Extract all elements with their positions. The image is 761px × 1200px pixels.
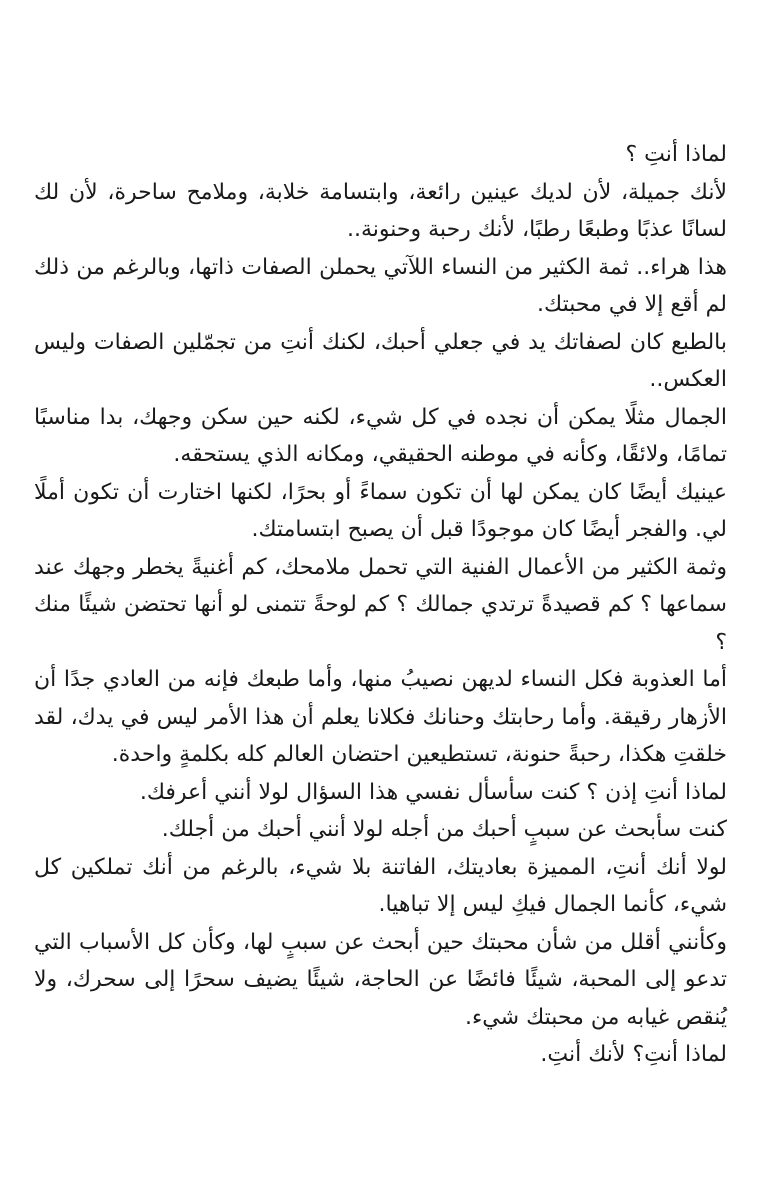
paragraph: لولا أنك أنتِ، المميزة بعاديتك، الفاتنة بلا شيء، بالرغم من أنك تملكين كل شيء، كأنما الجمال فيكِ ليس إلا تباهيا. [34,854,727,917]
paragraph: بالطبع كان لصفاتك يد في جعلي أحبك، لكنك أنتِ من تجمّلين الصفات وليس العكس.. [34,329,727,392]
paragraph: لأنك جميلة، لأن لديك عينين رائعة، وابتسامة خلابة، وملامح ساحرة، لأن لك لسانًا عذبًا وطبعًا رطبًا، لأنك رحبة وحنونة.. [34,179,727,242]
paragraph: لماذا أنتِ إذن ؟ كنت سأسأل نفسي هذا السؤال لولا أنني أعرفك. [139,779,727,805]
document-page [34,136,727,1074]
paragraph: هذا هراء.. ثمة الكثير من النساء اللآتي يحملن الصفات ذاتها، وبالرغم من ذلك لم أقع إلا في محبتك. [34,254,727,317]
paragraph: وثمة الكثير من الأعمال الفنية التي تحمل ملامحك، كم أغنيةً يخطر وجهك عند سماعها ؟ كم قصيدةً ترتدي جمالك ؟ كم لوحةً تتمنى لو أنها تحتضن شيئًا منك ؟ [34,554,727,655]
paragraph-closing: لماذا أنتِ؟ لأنك أنتِ. [540,1042,727,1067]
paragraph: عينيك أيضًا كان يمكن لها أن تكون سماءً أو بحرًا، لكنها اختارت أن تكون أملًا لي. والفجر أيضًا كان موجودًا قبل أن يصبح ابتسامتك. [34,479,727,542]
paragraph: كنت سأبحث عن سببٍ أحبك من أجله لولا أنني أحبك من أجلك. [161,817,727,842]
paragraph: أما العذوبة فكل النساء لديهن نصيبُ منها، وأما طبعك فإنه من العادي جدًا أن الأزهار رقيقة. وأما رحابتك وحنانك فكلانا يعلم أن هذا الأمر ليس في يدك، لقد خلقتِ هكذا، رحبةً حنونة، تستطيعين احتضان العالم كله بكلمةٍ واحدة. [34,667,727,767]
paragraph: وكأنني أقلل من شأن محبتك حين أبحث عن سببٍ لها، وكأن كل الأسباب التي تدعو إلى المحبة، شيئًا فائضًا عن الحاجة، شيئًا يضيف سحرًا إلى سحرك، ولا يُنقص غيابه من محبتك شيء. [34,929,727,1030]
paragraph-question: لماذا أنتِ ؟ [625,142,727,167]
paragraph: الجمال مثلًا يمكن أن نجده في كل شيء، لكنه حين سكن وجهك، بدا مناسبًا تمامًا، ولائقًا، وكأنه في موطنه الحقيقي، ومكانه الذي يستحقه. [34,404,727,467]
